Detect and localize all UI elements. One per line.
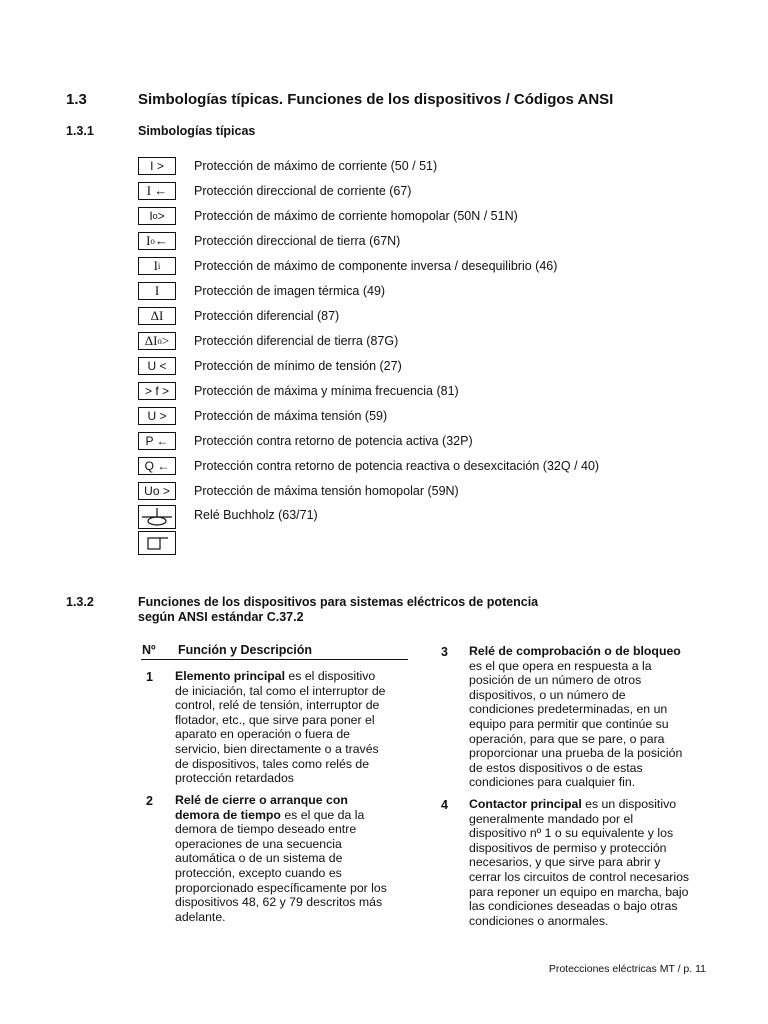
symbol-description: Protección diferencial de tierra (87G) <box>194 334 399 348</box>
item-number: 1 <box>146 670 153 684</box>
symbol-row <box>138 281 385 301</box>
symbol-box: I o > <box>138 207 176 225</box>
subsection-title: Simbologías típicas <box>138 124 256 138</box>
symbol-row <box>138 231 400 251</box>
symbol-box: ΔI o > <box>138 332 176 350</box>
subsection-title: Funciones de los dispositivos para sistemas eléctricos de potencia según ANSI estándar C.37.2 <box>138 595 539 624</box>
buchholz-description: Relé Buchholz (63/71) <box>194 508 318 522</box>
item-description: Contactor principal es un dispositivo generalmente mandado por el dispositivo nº 1 o su equivalente y los dispositivos de permiso y protección necesarios, y que sirve para abrir y cerrar los circuitos de control necesarios para reponer un equipo en marcha, bajo las condiciones deseadas o bajo otras condiciones o anormales. <box>469 797 690 928</box>
item-description: Elemento principal es el dispositivo de iniciación, tal como el interruptor de control, relé de tensión, interruptor de flotador, etc., que sirve para poner el aparato en operación o fuera de servicio, bien directamente o a través de dispositivos, tales como relés de protección retardados <box>175 669 386 786</box>
symbol-box: P ← <box>138 432 176 450</box>
symbol-box: I <box>138 282 176 300</box>
column-function-header: Función y Descripción <box>178 643 313 657</box>
symbol-row <box>138 331 398 351</box>
symbol-description: Protección diferencial (87) <box>194 309 340 323</box>
symbol-row <box>138 456 599 476</box>
symbol-box: I o ← <box>138 232 176 250</box>
subsection-number: 1.3.1 <box>66 124 94 138</box>
symbol-row <box>138 356 402 376</box>
symbol-box: > f > <box>138 382 176 400</box>
buchholz-symbol-top <box>138 505 176 529</box>
item-number: 2 <box>146 794 153 808</box>
item-description: Relé de cierre o arranque con demora de tiempo es el que da la demora de tiempo deseado entre operaciones de una secuencia automática o de un sistema de protección, excepto cuando es proporcionado específicamente por los dispositivos 48, 62 y 79 descritos más adelante. <box>175 793 387 924</box>
buchholz-float-icon <box>139 506 175 528</box>
column-number-header: Nº <box>142 643 156 657</box>
section-number: 1.3 <box>66 91 87 108</box>
symbol-description: Protección de mínimo de tensión (27) <box>194 359 402 373</box>
symbol-row <box>138 181 411 201</box>
symbol-row <box>138 406 387 426</box>
header-divider <box>141 659 408 660</box>
item-number: 3 <box>441 645 448 659</box>
symbol-box: Uo > <box>138 482 176 500</box>
section-title: Simbologías típicas. Funciones de los dispositivos / Códigos ANSI <box>138 91 614 108</box>
symbol-row <box>138 381 459 401</box>
symbol-box: I i <box>138 257 176 275</box>
symbol-description: Protección direccional de tierra (67N) <box>194 234 401 248</box>
symbol-row <box>138 431 473 451</box>
symbol-box: U > <box>138 407 176 425</box>
symbol-row <box>138 256 557 276</box>
symbol-row <box>138 481 459 501</box>
page-footer: Protecciones eléctricas MT / p. 11 <box>548 963 706 975</box>
item-description: Relé de comprobación o de bloqueo es el que opera en respuesta a la posición de un número de otros dispositivos, o un número de condiciones predeterminadas, en un equipo para permitir que continúe su operación, para que se pare, o para proporcionar una prueba de la posición de estos dispositivos o de estas condiciones para cualquier fin. <box>469 644 683 790</box>
symbol-box: U < <box>138 357 176 375</box>
symbol-description: Protección de imagen térmica (49) <box>194 284 386 298</box>
symbol-description: Protección de máximo de corriente (50 / 51) <box>194 159 438 173</box>
symbol-box: I > <box>138 157 176 175</box>
symbol-box: I ← <box>138 182 176 200</box>
symbol-box: ΔI <box>138 307 176 325</box>
buchholz-symbol-bottom <box>138 531 176 555</box>
symbol-description: Protección de máxima tensión (59) <box>194 409 388 423</box>
symbol-row <box>138 206 518 226</box>
item-number: 4 <box>441 798 448 812</box>
symbol-description: Protección de máxima y mínima frecuencia (81) <box>194 384 459 398</box>
subsection-number: 1.3.2 <box>66 595 94 609</box>
symbol-box: Q ← <box>138 457 176 475</box>
buchholz-contact-icon <box>139 532 175 554</box>
symbol-description: Protección de máximo de componente inversa / desequilibrio (46) <box>194 259 558 273</box>
symbol-row <box>138 306 339 326</box>
symbol-description: Protección de máximo de corriente homopolar (50N / 51N) <box>194 209 518 223</box>
symbol-row <box>138 156 437 176</box>
symbol-description: Protección direccional de corriente (67) <box>194 184 412 198</box>
symbol-description: Protección de máxima tensión homopolar (59N) <box>194 484 459 498</box>
symbol-description: Protección contra retorno de potencia reactiva o desexcitación (32Q / 40) <box>194 459 600 473</box>
symbol-description: Protección contra retorno de potencia activa (32P) <box>194 434 473 448</box>
